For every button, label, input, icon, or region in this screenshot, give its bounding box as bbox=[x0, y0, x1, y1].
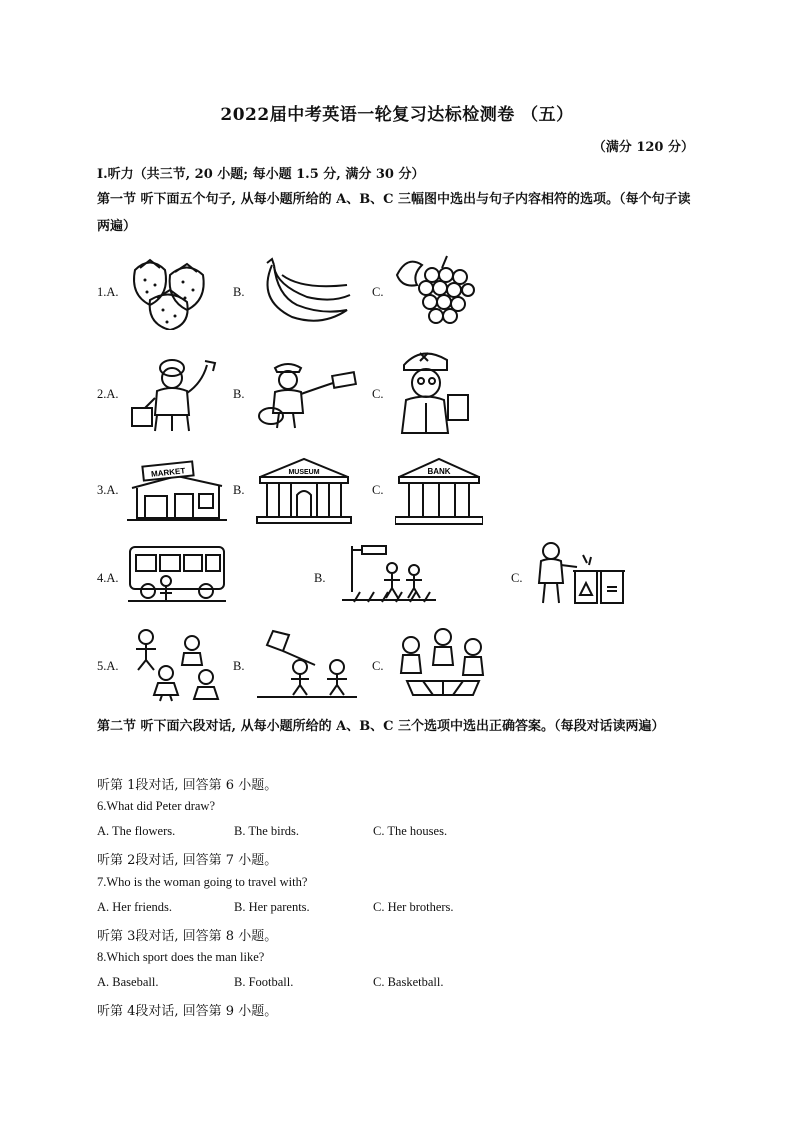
museum-picture bbox=[255, 455, 353, 525]
dialogue-2-intro: 听第 2段对话, 回答第 7 小题。 bbox=[97, 853, 278, 868]
question-6: 6.What did Peter draw? bbox=[97, 799, 216, 813]
label-4c: C. bbox=[511, 571, 523, 585]
label-4b: B. bbox=[314, 571, 326, 585]
label-3c: C. bbox=[372, 483, 384, 497]
worker-picture bbox=[127, 353, 222, 433]
picnic-picture bbox=[393, 625, 493, 703]
label-5b: B. bbox=[233, 659, 245, 673]
crossing-picture bbox=[340, 542, 438, 604]
q7-option-b: B. Her parents. bbox=[234, 900, 310, 914]
label-1c: C. bbox=[372, 285, 384, 299]
full-score: （满分 120 分） bbox=[592, 140, 694, 155]
dancing-picture bbox=[126, 625, 228, 703]
doctor-picture bbox=[392, 345, 477, 437]
q8-option-b: B. Football. bbox=[234, 975, 294, 989]
dialogue-1-intro: 听第 1段对话, 回答第 6 小题。 bbox=[97, 778, 278, 793]
part2-instruction: 第二节 听下面六段对话, 从每小题所给的 A、B、C 三个选项中选出正确答案。（每段对话读两遍） bbox=[97, 719, 665, 734]
bus-picture bbox=[126, 543, 228, 605]
strawberries-picture bbox=[125, 250, 215, 330]
label-5c: C. bbox=[372, 659, 384, 673]
market-picture bbox=[127, 458, 227, 523]
q8-option-c: C. Basketball. bbox=[373, 975, 444, 989]
market-sign: MARKET bbox=[150, 466, 186, 479]
label-2a: 2.A. bbox=[97, 387, 119, 401]
question-8: 8.Which sport does the man like? bbox=[97, 950, 265, 964]
exam-title: 2022届中考英语一轮复习达标检测卷 （五） bbox=[220, 105, 574, 125]
postman-picture bbox=[253, 358, 358, 430]
q6-option-b: B. The birds. bbox=[234, 824, 300, 838]
question-7: 7.Who is the woman going to travel with? bbox=[97, 875, 308, 889]
q7-option-a: A. Her friends. bbox=[97, 900, 172, 914]
q6-option-c: C. The houses. bbox=[373, 824, 448, 838]
label-1a: 1.A. bbox=[97, 285, 119, 299]
label-5a: 5.A. bbox=[97, 659, 119, 673]
label-2c: C. bbox=[372, 387, 384, 401]
bananas-picture bbox=[252, 255, 352, 330]
dialogue-4-intro: 听第 4段对话, 回答第 9 小题。 bbox=[97, 1004, 278, 1019]
section-heading: I.听力（共三节, 20 小题; 每小题 1.5 分, 满分 30 分） bbox=[97, 167, 425, 182]
q6-option-a: A. The flowers. bbox=[97, 824, 176, 838]
kite-picture bbox=[255, 625, 360, 700]
q8-option-a: A. Baseball. bbox=[97, 975, 159, 989]
dialogue-3-intro: 听第 3段对话, 回答第 8 小题。 bbox=[97, 929, 278, 944]
q7-option-c: C. Her brothers. bbox=[373, 900, 454, 914]
label-4a: 4.A. bbox=[97, 571, 119, 585]
label-1b: B. bbox=[233, 285, 245, 299]
bank-picture bbox=[395, 455, 483, 527]
grapes-picture bbox=[392, 250, 482, 332]
part1-instruction: 第一节 听下面五个句子, 从每小题所给的 A、B、C 三幅图中选出与句子内容相符的选项。（每个句子读两遍） bbox=[97, 192, 691, 234]
recycling-picture bbox=[533, 541, 631, 607]
museum-sign: MUSEUM bbox=[288, 469, 320, 476]
label-3b: B. bbox=[233, 483, 245, 497]
label-2b: B. bbox=[233, 387, 245, 401]
bank-sign: BANK bbox=[427, 467, 451, 476]
label-3a: 3.A. bbox=[97, 483, 119, 497]
